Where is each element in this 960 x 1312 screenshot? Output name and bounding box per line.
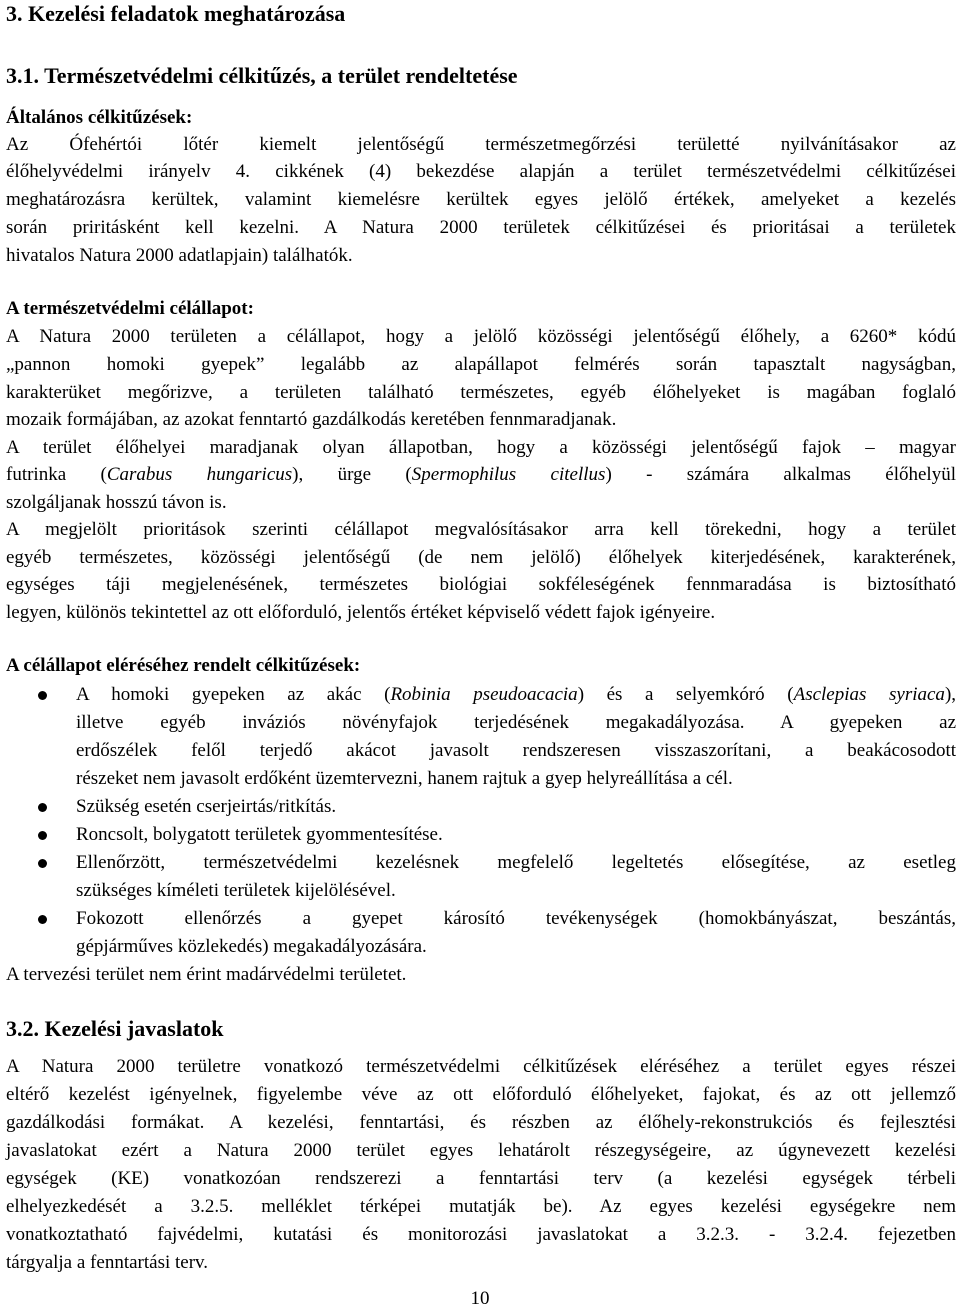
species-name-carabus: Carabus hungaricus [106, 464, 293, 485]
target-p1-line-4: mozaik formájában, az azokat fenntartó gazdálkodás keretében fennmaradjanak. [6, 409, 617, 430]
bullet-icon [38, 859, 47, 868]
target-p1-line-1: A Natura 2000 területen a célállapot, hogy a jelölő közösségi jelentőségű élőhely, a 6260* kódú [6, 326, 956, 347]
mgmt-line-3: gazdálkodási formákat. A kezelési, fenntartási, és részben az élőhely-rekonstrukciós és fejlesztési [6, 1112, 956, 1133]
page-number: 10 [470, 1288, 490, 1309]
mgmt-line-7: vonatkoztatható fajvédelmi, kutatási és monitorozási javaslatokat a 3.2.3. - 3.2.4. fejezetben [6, 1224, 956, 1245]
general-objectives-title: Általános célkitűzések: [6, 107, 193, 128]
species-name-asclepias: Asclepias syriaca [793, 684, 945, 705]
mgmt-line-1: A Natura 2000 területre vonatkozó természetvédelmi célkitűzések eléréséhez a terület egyes részei [6, 1056, 956, 1077]
heading-3: 3. Kezelési feladatok meghatározása [6, 1, 346, 26]
goal-3: Roncsolt, bolygatott területek gyommentesítése. [76, 824, 443, 845]
goal-4-line-2: szükséges kíméleti területek kijelölésével. [76, 880, 396, 901]
general-line-1: Az Ófehértói lőtér kiemelt jelentőségű természetmegőrzési területté nyilvánításakor az [6, 134, 956, 155]
target-p1-line-3: karakterüket megőrizve, a területen található természetes, egyéb élőhelyeket is magában foglaló [6, 382, 956, 403]
target-p3-line-3: egységes táji megjelenésének, természetes biológiai sokféleségének fennmaradása is biztosítható [6, 574, 956, 595]
target-p2-line-1: A terület élőhelyei maradjanak olyan állapotban, hogy a közösségi jelentőségű fajok – magyar [6, 437, 956, 458]
general-line-4: során priritásként kell kezelni. A Natura 2000 területek célkitűzései és prioritásai a területek [6, 217, 956, 238]
goal-5-line-2: gépjárműves közlekedés) megakadályozására. [76, 936, 427, 957]
goal-1-line-2: illetve egyéb inváziós növényfajok terjedésének megakadályozása. A gyepeken az [76, 712, 956, 733]
bullet-icon [38, 831, 47, 840]
goal-5-line-1: Fokozott ellenőrzés a gyepet károsító tevékenységek (homokbányászat, beszántás, [76, 908, 956, 929]
general-line-5: hivatalos Natura 2000 adatlapjain) találhatók. [6, 245, 353, 266]
species-name-robinia: Robinia pseudoacacia [390, 684, 578, 705]
mgmt-line-6: elhelyezkedését a 3.2.5. melléklet térképei mutatják be). Az egyes kezelési egységekre nem [6, 1196, 956, 1217]
target-state-title: A természetvédelmi célállapot: [6, 298, 254, 319]
mgmt-line-5: egységek (KE) vonatkozóan rendszerezi a fenntartási terv (a kezelési egységek térbeli [6, 1168, 956, 1189]
mgmt-line-8: tárgyalja a fenntartási terv. [6, 1252, 209, 1273]
goal-1-line-4: részeket nem javasolt erdőként üzemtervezni, hanem rajtuk a gyep helyreállítása a cél. [76, 768, 733, 789]
target-p3-line-2: egyéb természetes, közösségi jelentőségű (de nem jelölő) élőhelyek kiterjedésének, karakterének, [6, 547, 956, 568]
target-p3-line-4: legyen, különös tekintettel az ott előforduló, jelentős értéket képviselő védett fajok igényeire. [6, 602, 716, 623]
goals-note: A tervezési terület nem érint madárvédelmi területet. [6, 964, 407, 985]
heading-3-1: 3.1. Természetvédelmi célkitűzés, a terület rendeltetése [6, 63, 518, 88]
species-name-spermophilus: Spermophilus citellus [411, 464, 606, 485]
general-line-3: meghatározásra kerültek, valamint kiemelésre kerültek egyes jelölő értékek, amelyeket a kezelés [6, 189, 956, 210]
goal-4-line-1: Ellenőrzött, természetvédelmi kezelésnek megfelelő legeltetés elősegítése, az esetleg [76, 852, 956, 873]
mgmt-line-2: eltérő kezelést igényelnek, figyelembe véve az ott előforduló élőhelyeket, fajokat, és az ott jellemző [6, 1084, 956, 1105]
heading-3-2: 3.2. Kezelési javaslatok [6, 1016, 224, 1041]
target-p2-line-3: szolgáljanak hosszú távon is. [6, 492, 227, 513]
bullet-icon [38, 803, 47, 812]
target-p2-line-2: futrinka (Carabus hungaricus), ürge (Spermophilus citellus) - számára alkalmas élőhelyül [6, 464, 956, 485]
bullet-icon [38, 915, 47, 924]
target-p3-line-1: A megjelölt prioritások szerinti célállapot megvalósításakor arra kell törekedni, hogy a terület [6, 519, 956, 540]
general-line-2: élőhelyvédelmi irányelv 4. cikkének (4) bekezdése alapján a terület természetvédelmi célkitűzései [6, 161, 956, 182]
mgmt-line-4: javaslatokat ezért a Natura 2000 terület egyes lehatárolt részegységeire, az úgynevezett kezelési [6, 1140, 956, 1161]
target-p1-line-2: „pannon homoki gyepek” legalább az alapállapot felmérés során tapasztalt nagyságban, [6, 354, 956, 375]
bullet-icon [38, 691, 47, 700]
goal-2: Szükség esetén cserjeirtás/ritkítás. [76, 796, 337, 817]
goal-1-line-3: erdőszélek felől terjedő akácot javasolt rendszeresen visszaszorítani, a beakácosodott [76, 740, 956, 761]
goal-1-line-1: A homoki gyepeken az akác (Robinia pseudoacacia) és a selyemkóró (Asclepias syriaca), [76, 684, 957, 705]
goals-title: A célállapot eléréséhez rendelt célkitűzések: [6, 655, 361, 676]
